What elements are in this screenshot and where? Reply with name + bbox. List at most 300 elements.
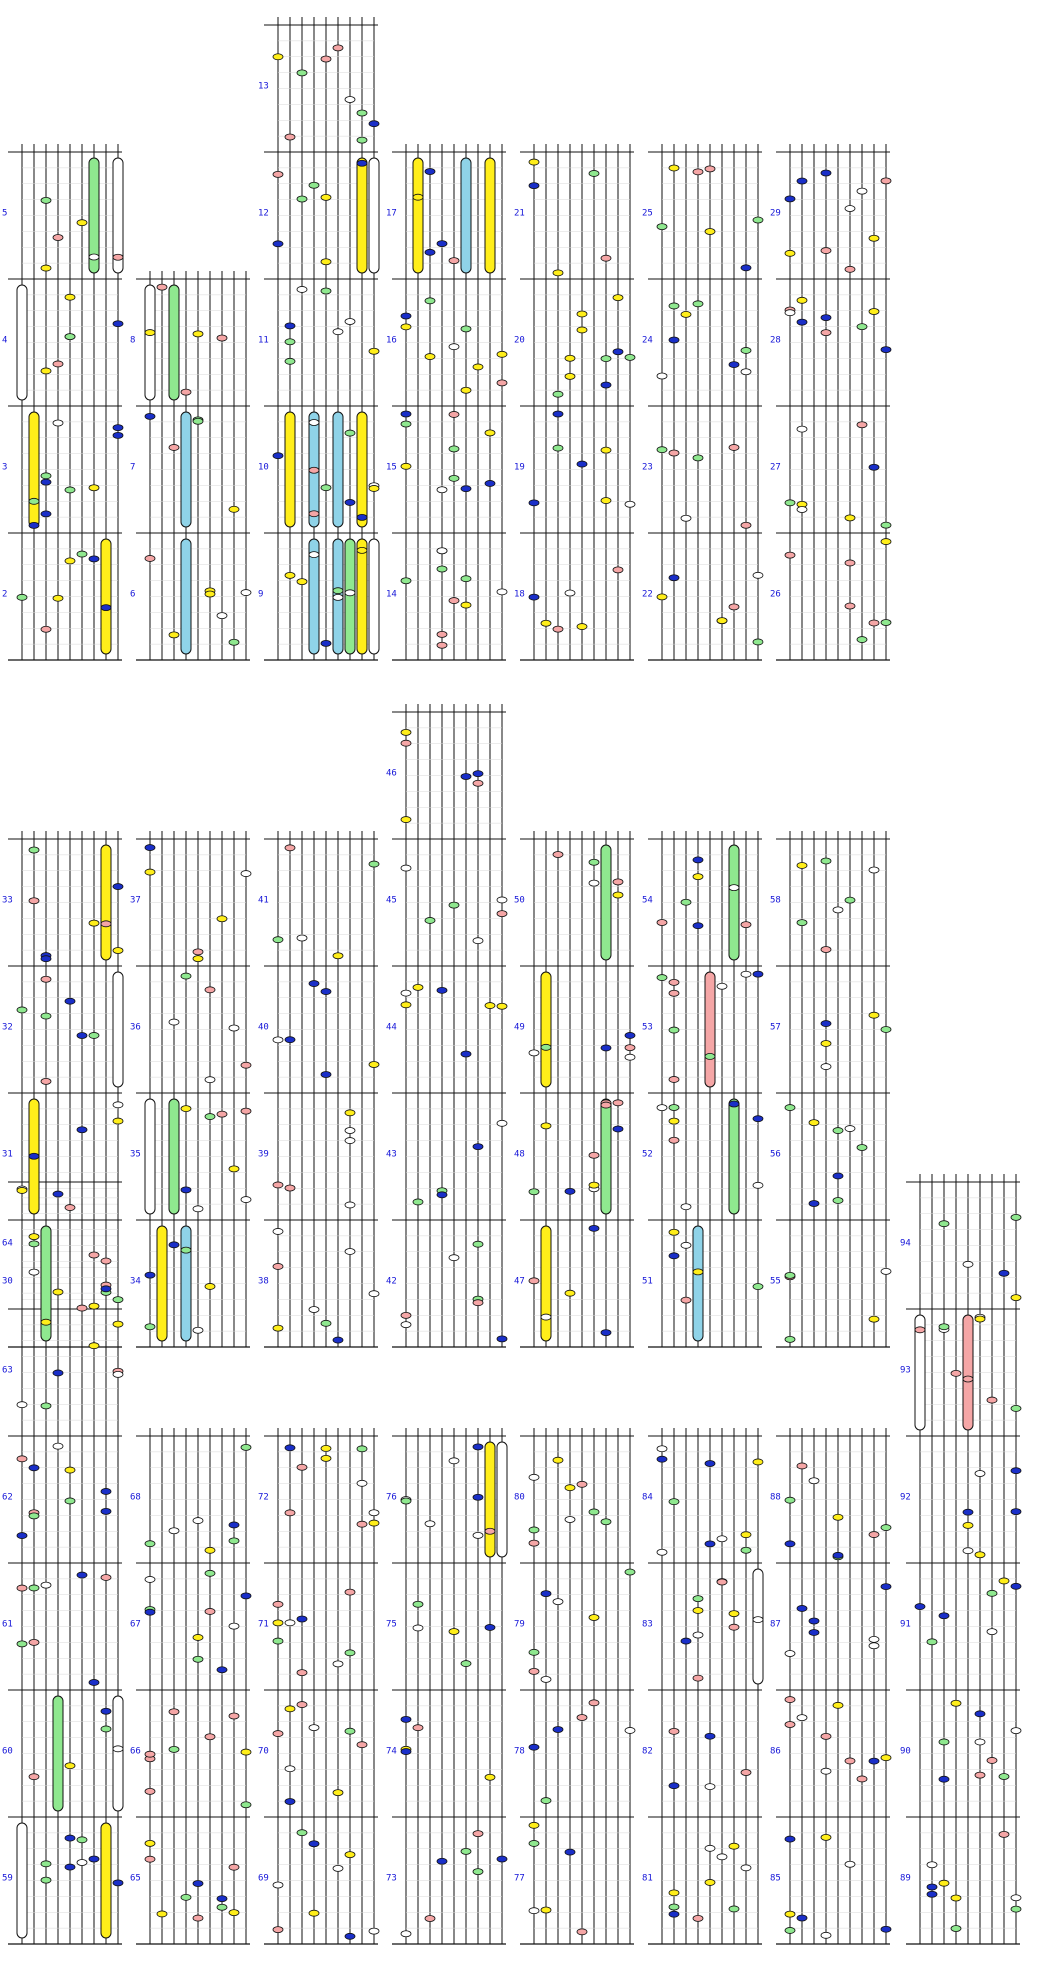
tap-note [869, 235, 879, 241]
tap-note [345, 1650, 355, 1656]
tap-note [113, 425, 123, 431]
tap-note [473, 1494, 483, 1500]
tap-note [65, 487, 75, 493]
tap-note [145, 869, 155, 875]
tap-note [669, 1890, 679, 1896]
tap-note [821, 1733, 831, 1739]
tap-note [217, 1904, 227, 1910]
tap-note [753, 1459, 763, 1465]
tap-note [693, 1607, 703, 1613]
tap-note [797, 297, 807, 303]
tap-note [101, 1488, 111, 1494]
tap-note [1011, 1583, 1021, 1589]
tap-note [869, 620, 879, 626]
hold-note [963, 1315, 973, 1430]
tap-note [589, 859, 599, 865]
measure-number: 18 [514, 589, 525, 600]
tap-note [809, 1201, 819, 1207]
tap-note [101, 1286, 111, 1292]
tap-note [657, 975, 667, 981]
tap-note [1011, 1468, 1021, 1474]
tap-note [625, 1569, 635, 1575]
hold-note [705, 972, 715, 1087]
tap-note [939, 1221, 949, 1227]
tap-note [485, 430, 495, 436]
tap-note [413, 984, 423, 990]
tap-note [65, 1864, 75, 1870]
tap-note [437, 566, 447, 572]
tap-note [705, 1784, 715, 1790]
measure-number: 92 [900, 1492, 911, 1503]
tap-note [297, 1830, 307, 1836]
tap-note [785, 1927, 795, 1933]
tap-note [705, 1845, 715, 1851]
tap-note [157, 1911, 167, 1917]
tap-note [273, 241, 283, 247]
tap-note [77, 551, 87, 557]
measure-number: 75 [386, 1619, 397, 1630]
measure-number: 34 [130, 1276, 141, 1287]
tap-note [741, 1770, 751, 1776]
hold-note [729, 845, 739, 960]
tap-note [473, 771, 483, 777]
tap-note [41, 1403, 51, 1409]
tap-note [553, 391, 563, 397]
measure-number: 11 [258, 335, 269, 346]
hold-note [145, 285, 155, 400]
tap-note [369, 1510, 379, 1516]
tap-note [229, 1713, 239, 1719]
tap-note [473, 364, 483, 370]
hold-note [181, 539, 191, 654]
tap-note [205, 1283, 215, 1289]
tap-note [741, 971, 751, 977]
tap-note [113, 1746, 123, 1752]
hold-note [157, 1226, 167, 1341]
hold-note [541, 972, 551, 1087]
tap-note [273, 1620, 283, 1626]
tap-note [785, 1697, 795, 1703]
tap-note [357, 110, 367, 116]
tap-note [113, 947, 123, 953]
tap-note [401, 1312, 411, 1318]
tap-note [437, 487, 447, 493]
hold-note [17, 285, 27, 400]
tap-note [809, 1629, 819, 1635]
hold-note [181, 1226, 191, 1341]
tap-note [657, 594, 667, 600]
tap-note [821, 330, 831, 336]
tap-note [193, 1518, 203, 1524]
tap-note [657, 1105, 667, 1111]
tap-note [741, 522, 751, 528]
tap-note [881, 178, 891, 184]
measure-number: 2 [2, 589, 8, 600]
measure-number: 13 [258, 81, 269, 92]
tap-note [101, 1726, 111, 1732]
tap-note [241, 1593, 251, 1599]
tap-note [425, 917, 435, 923]
tap-note [577, 1929, 587, 1935]
tap-note [833, 1514, 843, 1520]
tap-note [845, 603, 855, 609]
tap-note [753, 1284, 763, 1290]
tap-note [497, 1003, 507, 1009]
tap-note [601, 1519, 611, 1525]
tap-note [473, 780, 483, 786]
tap-note [217, 1111, 227, 1117]
tap-note [529, 1540, 539, 1546]
measure-number: 12 [258, 208, 269, 219]
tap-note [797, 426, 807, 432]
measure-number: 52 [642, 1149, 653, 1160]
tap-note [785, 1836, 795, 1842]
tap-note [669, 1911, 679, 1917]
tap-note [797, 319, 807, 325]
tap-note [101, 921, 111, 927]
tap-note [693, 857, 703, 863]
hold-note [53, 1696, 63, 1811]
tap-note [753, 971, 763, 977]
measure-number: 15 [386, 462, 397, 473]
measure-number: 58 [770, 895, 781, 906]
tap-note [669, 990, 679, 996]
tap-note [693, 874, 703, 880]
tap-note [425, 169, 435, 175]
tap-note [529, 500, 539, 506]
tap-note [785, 1911, 795, 1917]
tap-note [869, 1758, 879, 1764]
tap-note [669, 337, 679, 343]
measure-number: 56 [770, 1149, 781, 1160]
tap-note [729, 1101, 739, 1107]
tap-note [529, 183, 539, 189]
tap-note [217, 1667, 227, 1673]
tap-note [705, 228, 715, 234]
measure-number: 83 [642, 1619, 653, 1630]
tap-note [345, 430, 355, 436]
tap-note [821, 1064, 831, 1070]
tap-note [205, 1547, 215, 1553]
tap-note [529, 1278, 539, 1284]
tap-note [577, 1715, 587, 1721]
tap-note [297, 579, 307, 585]
tap-note [869, 1636, 879, 1642]
tap-note [449, 446, 459, 452]
tap-note [401, 865, 411, 871]
tap-note [669, 1118, 679, 1124]
tap-note [333, 1865, 343, 1871]
tap-note [437, 642, 447, 648]
tap-note [205, 1608, 215, 1614]
tap-note [285, 1185, 295, 1191]
tap-note [273, 937, 283, 943]
tap-note [497, 351, 507, 357]
tap-note [89, 1856, 99, 1862]
tap-note [473, 938, 483, 944]
measure-number: 63 [2, 1365, 13, 1376]
tap-note [145, 1272, 155, 1278]
hold-note [345, 539, 355, 654]
tap-note [729, 362, 739, 368]
tap-note [285, 1445, 295, 1451]
tap-note [939, 1613, 949, 1619]
tap-note [845, 266, 855, 272]
tap-note [1011, 1895, 1021, 1901]
measure-number: 60 [2, 1746, 13, 1757]
tap-note [541, 1314, 551, 1320]
measure-number: 7 [130, 462, 136, 473]
tap-note [181, 389, 191, 395]
tap-note [881, 1926, 891, 1932]
tap-note [345, 96, 355, 102]
tap-note [1011, 1405, 1021, 1411]
tap-note [951, 1700, 961, 1706]
hold-note [601, 1099, 611, 1214]
measure-number: 48 [514, 1149, 525, 1160]
tap-note [113, 432, 123, 438]
tap-note [669, 575, 679, 581]
tap-note [785, 1722, 795, 1728]
measure-number: 38 [258, 1276, 269, 1287]
hold-note [181, 412, 191, 527]
tap-note [29, 1513, 39, 1519]
tap-note [681, 1638, 691, 1644]
tap-note [41, 197, 51, 203]
tap-note [717, 1536, 727, 1542]
tap-note [273, 453, 283, 459]
measure-number: 40 [258, 1022, 269, 1033]
tap-note [41, 511, 51, 517]
tap-note [693, 1596, 703, 1602]
tap-note [681, 311, 691, 317]
tap-note [273, 1882, 283, 1888]
tap-note [297, 1670, 307, 1676]
hold-note [145, 1099, 155, 1214]
tap-note [145, 1609, 155, 1615]
tap-note [333, 588, 343, 594]
tap-note [273, 1325, 283, 1331]
tap-note [53, 1191, 63, 1197]
tap-note [65, 294, 75, 300]
tap-note [821, 315, 831, 321]
tap-note [529, 1908, 539, 1914]
tap-note [65, 1835, 75, 1841]
tap-note [461, 1848, 471, 1854]
tap-note [41, 976, 51, 982]
measure-number: 72 [258, 1492, 269, 1503]
tap-note [785, 1651, 795, 1657]
tap-note [999, 1270, 1009, 1276]
tap-note [497, 1336, 507, 1342]
tap-note [437, 548, 447, 554]
measure-number: 37 [130, 895, 141, 906]
tap-note [157, 284, 167, 290]
measure-number: 19 [514, 462, 525, 473]
tap-note [987, 1629, 997, 1635]
hold-note [369, 158, 379, 273]
tap-note [285, 339, 295, 345]
tap-note [29, 498, 39, 504]
tap-note [809, 1478, 819, 1484]
tap-note [705, 1053, 715, 1059]
tap-note [401, 421, 411, 427]
measure-number: 45 [386, 895, 397, 906]
tap-note [753, 1116, 763, 1122]
tap-note [797, 1915, 807, 1921]
tap-note [169, 444, 179, 450]
tap-note [181, 1106, 191, 1112]
measure-number: 27 [770, 462, 781, 473]
tap-note [345, 1852, 355, 1858]
tap-note [717, 618, 727, 624]
tap-note [345, 1728, 355, 1734]
tap-note [797, 178, 807, 184]
tap-note [529, 1050, 539, 1056]
tap-note [273, 1037, 283, 1043]
tap-note [369, 348, 379, 354]
tap-note [669, 1783, 679, 1789]
tap-note [401, 990, 411, 996]
tap-note [345, 1202, 355, 1208]
tap-note [193, 1915, 203, 1921]
tap-note [541, 1044, 551, 1050]
tap-note [999, 1831, 1009, 1837]
tap-note [857, 637, 867, 643]
tap-note [741, 265, 751, 271]
tap-note [17, 1456, 27, 1462]
tap-note [89, 254, 99, 260]
tap-note [693, 455, 703, 461]
tap-note [321, 1320, 331, 1326]
tap-note [193, 1881, 203, 1887]
tap-note [193, 331, 203, 337]
hold-note [113, 972, 123, 1087]
tap-note [449, 344, 459, 350]
tap-note [473, 1241, 483, 1247]
tap-note [285, 134, 295, 140]
tap-note [17, 1641, 27, 1647]
tap-note [869, 867, 879, 873]
tap-note [797, 920, 807, 926]
measure-number: 85 [770, 1873, 781, 1884]
tap-note [729, 1611, 739, 1617]
tap-note [193, 418, 203, 424]
tap-note [625, 501, 635, 507]
tap-note [975, 1772, 985, 1778]
tap-note [529, 1189, 539, 1195]
measure-number: 4 [2, 335, 8, 346]
measure-number: 79 [514, 1619, 525, 1630]
tap-note [541, 1591, 551, 1597]
tap-note [17, 1402, 27, 1408]
tap-note [169, 1019, 179, 1025]
tap-note [309, 1841, 319, 1847]
tap-note [951, 1925, 961, 1931]
tap-note [145, 845, 155, 851]
tap-note [705, 1541, 715, 1547]
tap-note [89, 920, 99, 926]
tap-note [577, 311, 587, 317]
tap-note [241, 1749, 251, 1755]
tap-note [693, 301, 703, 307]
tap-note [309, 552, 319, 558]
tap-note [425, 1916, 435, 1922]
tap-note [357, 1480, 367, 1486]
tap-note [29, 1234, 39, 1240]
tap-note [485, 1774, 495, 1780]
tap-note [309, 1307, 319, 1313]
tap-note [473, 1144, 483, 1150]
measure-number: 73 [386, 1873, 397, 1884]
tap-note [17, 594, 27, 600]
measure-number: 22 [642, 589, 653, 600]
hold-note [485, 158, 495, 273]
tap-note [753, 217, 763, 223]
tap-note [613, 892, 623, 898]
tap-note [193, 956, 203, 962]
tap-note [357, 1742, 367, 1748]
tap-note [41, 1877, 51, 1883]
tap-note [65, 1467, 75, 1473]
tap-note [541, 1123, 551, 1129]
tap-note [77, 1859, 87, 1865]
hold-note [461, 158, 471, 273]
measure-number: 93 [900, 1365, 911, 1376]
tap-note [601, 447, 611, 453]
tap-note [785, 1105, 795, 1111]
tap-note [975, 1316, 985, 1322]
tap-note [145, 555, 155, 561]
tap-note [401, 324, 411, 330]
tap-note [881, 1026, 891, 1032]
tap-note [413, 1625, 423, 1631]
tap-note [625, 1045, 635, 1051]
tap-note [741, 347, 751, 353]
tap-note [613, 567, 623, 573]
tap-note [553, 270, 563, 276]
tap-note [321, 194, 331, 200]
tap-note [425, 1521, 435, 1527]
measure-number: 47 [514, 1276, 525, 1287]
tap-note [693, 1632, 703, 1638]
tap-note [345, 1248, 355, 1254]
tap-note [461, 1051, 471, 1057]
tap-note [229, 639, 239, 645]
measure-number: 6 [130, 589, 136, 600]
measure-number: 49 [514, 1022, 525, 1033]
hold-note [169, 285, 179, 400]
tap-note [369, 121, 379, 127]
tap-note [987, 1397, 997, 1403]
tap-note [717, 983, 727, 989]
tap-note [601, 382, 611, 388]
tap-note [297, 196, 307, 202]
tap-note [809, 1618, 819, 1624]
tap-note [753, 1617, 763, 1623]
tap-note [461, 602, 471, 608]
hold-note [369, 539, 379, 654]
tap-note [357, 1446, 367, 1452]
tap-note [181, 973, 191, 979]
tap-note [41, 1013, 51, 1019]
tap-note [401, 1322, 411, 1328]
tap-note [693, 1675, 703, 1681]
tap-note [869, 1316, 879, 1322]
tap-note [821, 1768, 831, 1774]
hold-note [29, 412, 39, 527]
tap-note [833, 1128, 843, 1134]
